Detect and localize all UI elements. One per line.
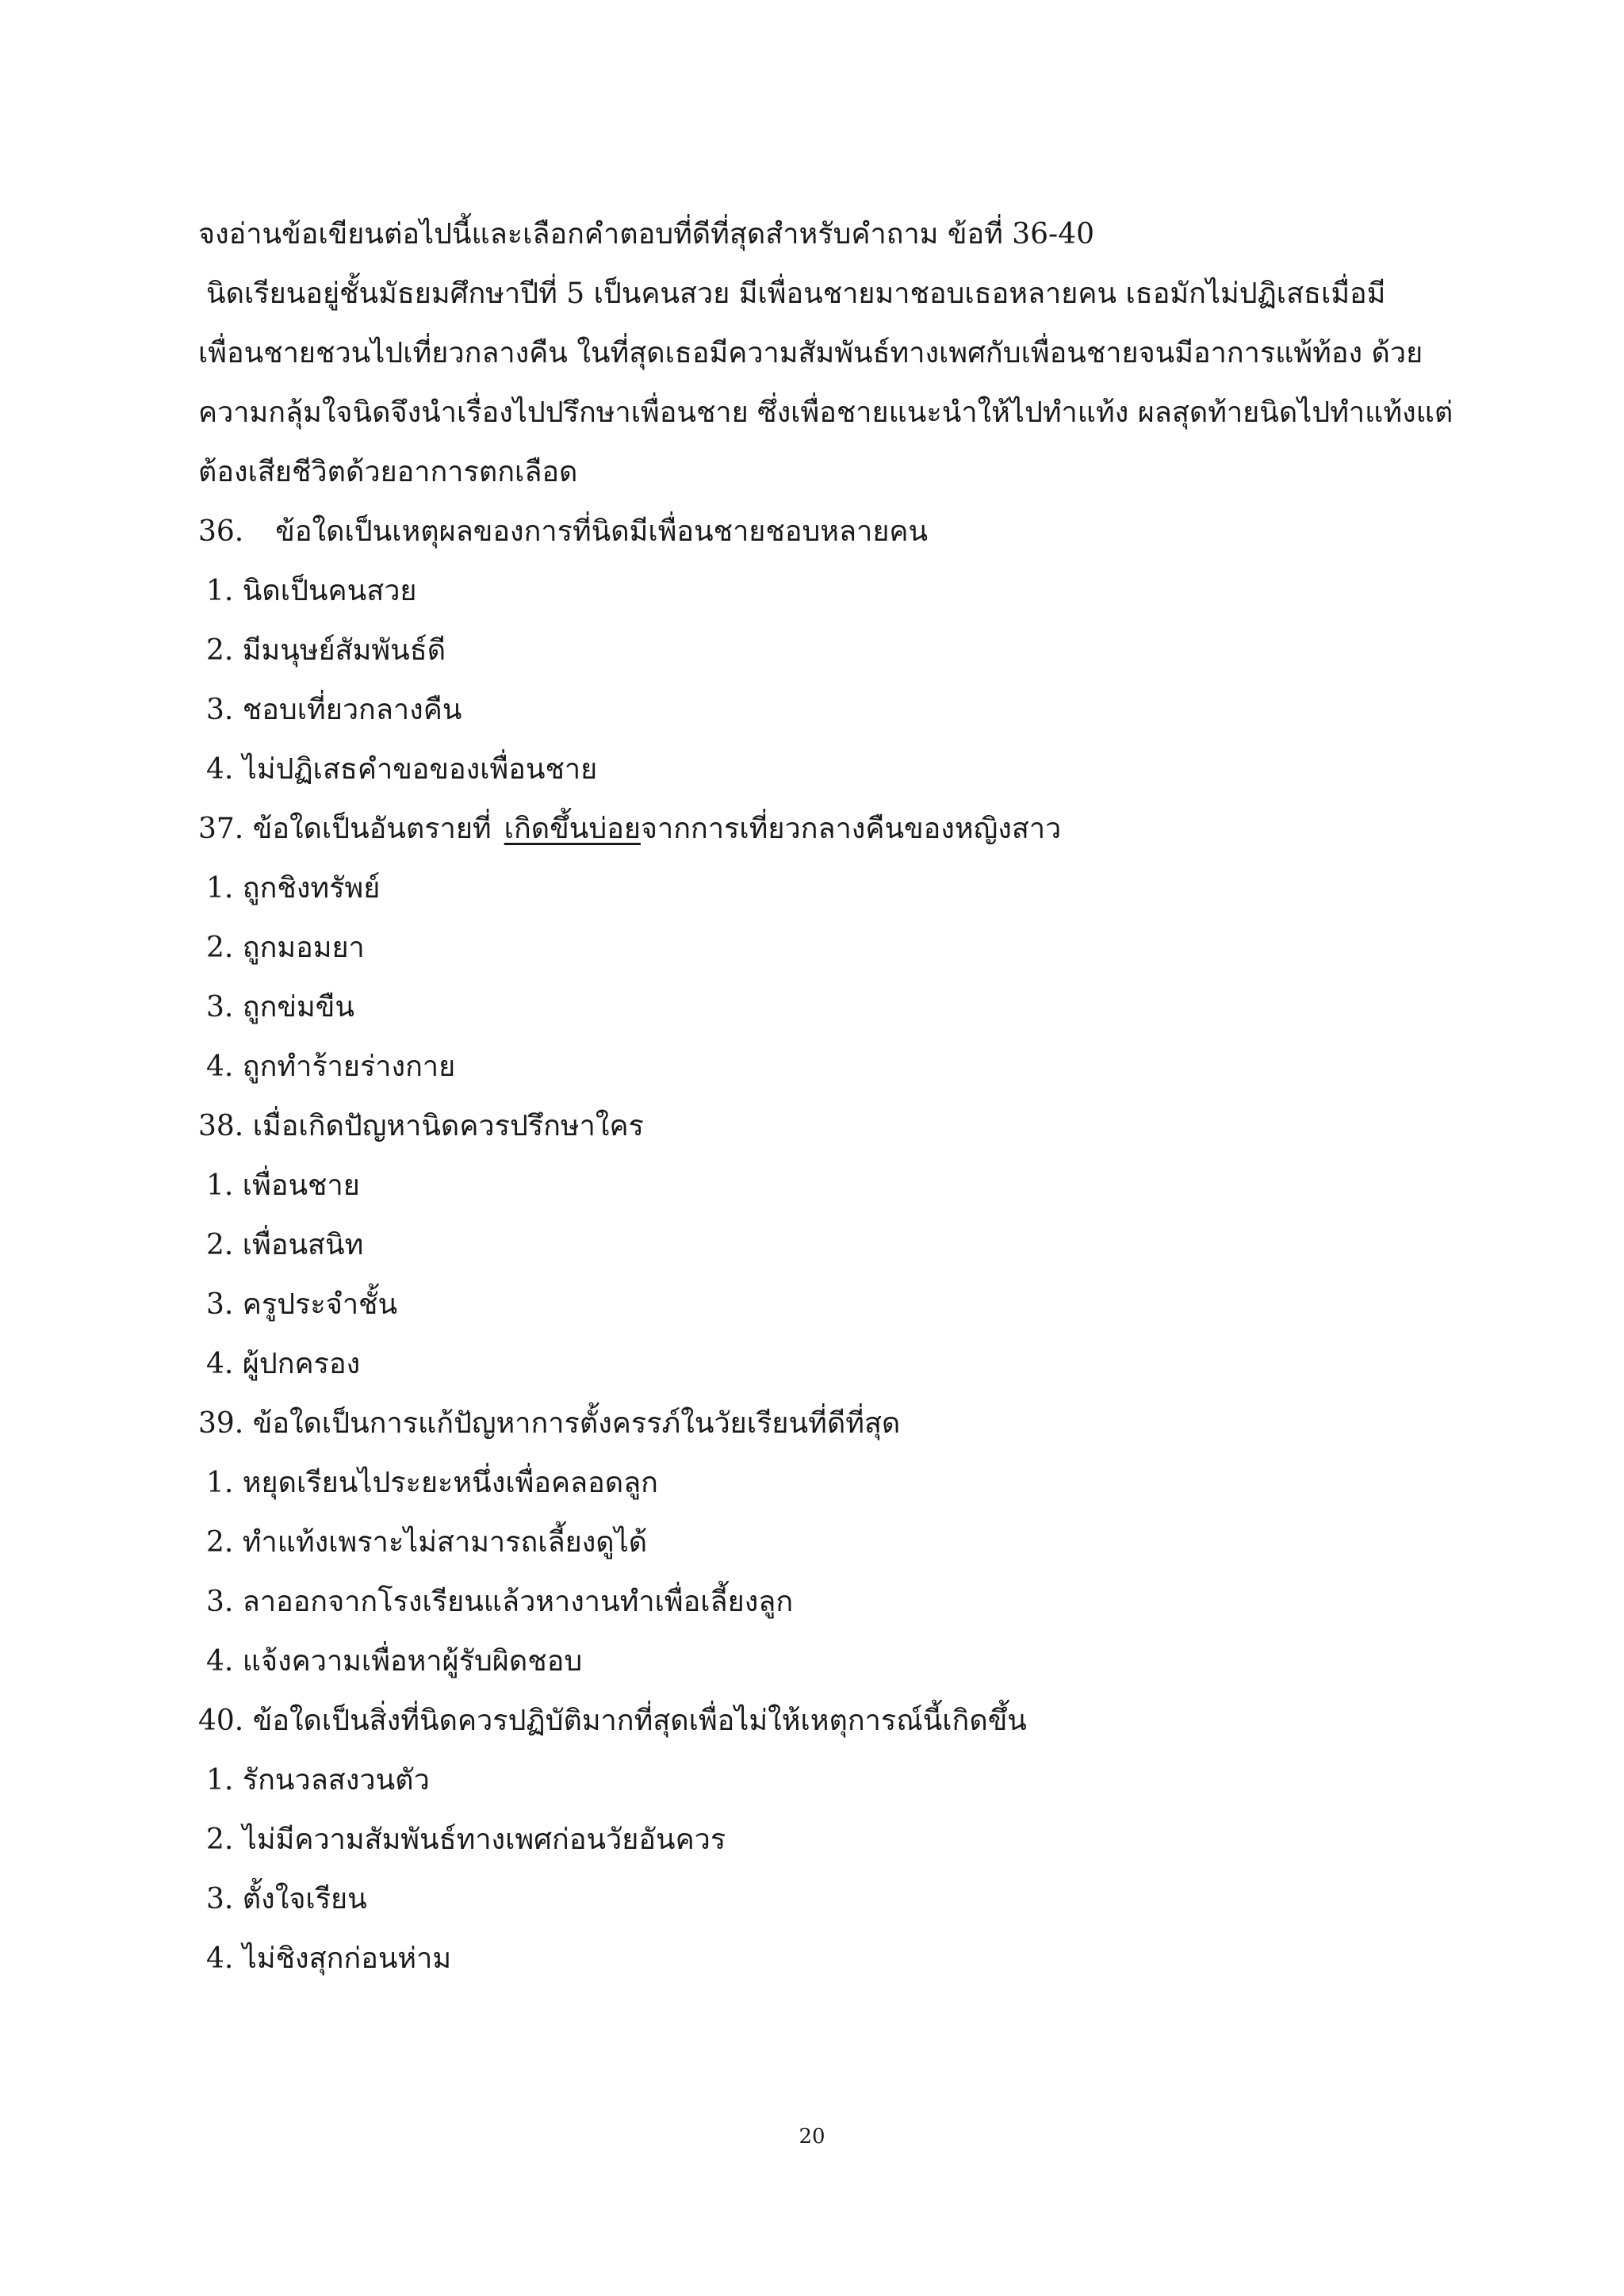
answer-choice: 4. ผู้ปกครอง [206, 1348, 361, 1380]
question-text: ข้อใดเป็นการแก้ปัญหาการตั้งครรภ์ในวัยเรียนที่ดีที่สุด [252, 1407, 901, 1440]
passage-line: นิดเรียนอยู่ชั้นมัธยมศึกษาปีที่ 5 เป็นคนสวย มีเพื่อนชายมาชอบเธอหลายคน เธอมักไม่ปฏิเสธเมื่อมี [206, 277, 1386, 310]
question-39 [198, 1394, 1435, 1691]
passage-line: ต้องเสียชีวิตด้วยอาการตกเลือด [198, 456, 578, 488]
question-text: ข้อใดเป็นสิ่งที่นิดควรปฏิบัติมากที่สุดเพื่อไม่ให้เหตุการณ์นี้เกิดขึ้น [252, 1705, 1027, 1737]
answer-choice: 3. ตั้งใจเรียน [206, 1883, 367, 1915]
question-number: 38. [198, 1110, 244, 1142]
reading-passage [198, 264, 1454, 502]
question-stem [198, 799, 1435, 859]
instruction-text: จงอ่านข้อเขียนต่อไปนี้และเลือกคำตอบที่ดีที่สุดสำหรับคำถาม ข้อที่ 36-40 [198, 218, 1095, 251]
document-page [198, 205, 1454, 1988]
question-37 [198, 799, 1435, 1096]
question-text: จากการเที่ยวกลางคืนของหญิงสาว [640, 813, 1062, 845]
question-40 [198, 1691, 1435, 1988]
question-stem [198, 1394, 1435, 1453]
answer-choice: 3. ถูกข่มขืน [206, 991, 354, 1024]
question-text: ข้อใดเป็นเหตุผลของการที่นิดมีเพื่อนชายชอบหลายคน [275, 515, 929, 548]
passage-line: เพื่อนชายชวนไปเที่ยวกลางคืน ในที่สุดเธอมีความสัมพันธ์ทางเพศกับเพื่อนชายจนมีอาการแพ้ท้อง ด้วย [198, 337, 1423, 369]
answer-choice: 4. ไม่ปฏิเสธคำขอของเพื่อนชาย [206, 753, 598, 786]
answer-choice: 4. ถูกทำร้ายร่างกาย [206, 1050, 456, 1083]
question-number: 36. [198, 515, 244, 548]
page-number: 20 [799, 2125, 825, 2149]
answer-choice: 2. เพื่อนสนิท [206, 1229, 364, 1261]
answer-choice: 2. ถูกมอมยา [206, 932, 365, 964]
answer-choice: 1. ถูกชิงทรัพย์ [206, 872, 381, 905]
answer-choice: 2. ไม่มีความสัมพันธ์ทางเพศก่อนวัยอันควร [206, 1823, 726, 1856]
question-stem [198, 1096, 1435, 1156]
answer-choice: 2. ทำแท้งเพราะไม่สามารถเลี้ยงดูได้ [206, 1526, 648, 1559]
answer-choice: 1. หยุดเรียนไประยะหนึ่งเพื่อคลอดลูก [206, 1467, 658, 1499]
answer-choice: 4. แจ้งความเพื่อหาผู้รับผิดชอบ [206, 1645, 583, 1678]
answer-choice: 3. ชอบเที่ยวกลางคืน [206, 694, 462, 726]
question-text-underlined: เกิดขึ้นบ่อย [504, 813, 641, 845]
question-number: 37. [198, 813, 244, 845]
answer-choice: 3. ลาออกจากโรงเรียนแล้วหางานทำเพื่อเลี้ยงลูก [206, 1586, 794, 1618]
answer-choice: 3. ครูประจำชั้น [206, 1288, 398, 1321]
answer-choice: 1. นิดเป็นคนสวย [206, 575, 417, 607]
answer-choice: 4. ไม่ชิงสุกก่อนห่าม [206, 1942, 452, 1975]
passage-line: ความกลุ้มใจนิดจึงนำเรื่องไปปรึกษาเพื่อนชาย ซึ่งเพื่อชายแนะนำให้ไปทำแท้ง ผลสุดท้ายนิดไปทำแท้งแต่ [198, 396, 1454, 429]
question-36 [198, 502, 1435, 799]
answer-choice: 1. รักนวลสงวนตัว [206, 1764, 430, 1797]
question-text: ข้อใดเป็นอันตรายที่ [252, 813, 492, 845]
question-number: 40. [198, 1705, 244, 1737]
answer-choice: 1. เพื่อนชาย [206, 1169, 360, 1202]
question-stem [198, 1691, 1435, 1751]
question-number: 39. [198, 1407, 244, 1440]
answer-choice: 2. มีมนุษย์สัมพันธ์ดี [206, 634, 446, 667]
question-stem [198, 502, 1435, 561]
question-38 [198, 1096, 1435, 1394]
question-text: เมื่อเกิดปัญหานิดควรปรึกษาใคร [252, 1110, 644, 1142]
